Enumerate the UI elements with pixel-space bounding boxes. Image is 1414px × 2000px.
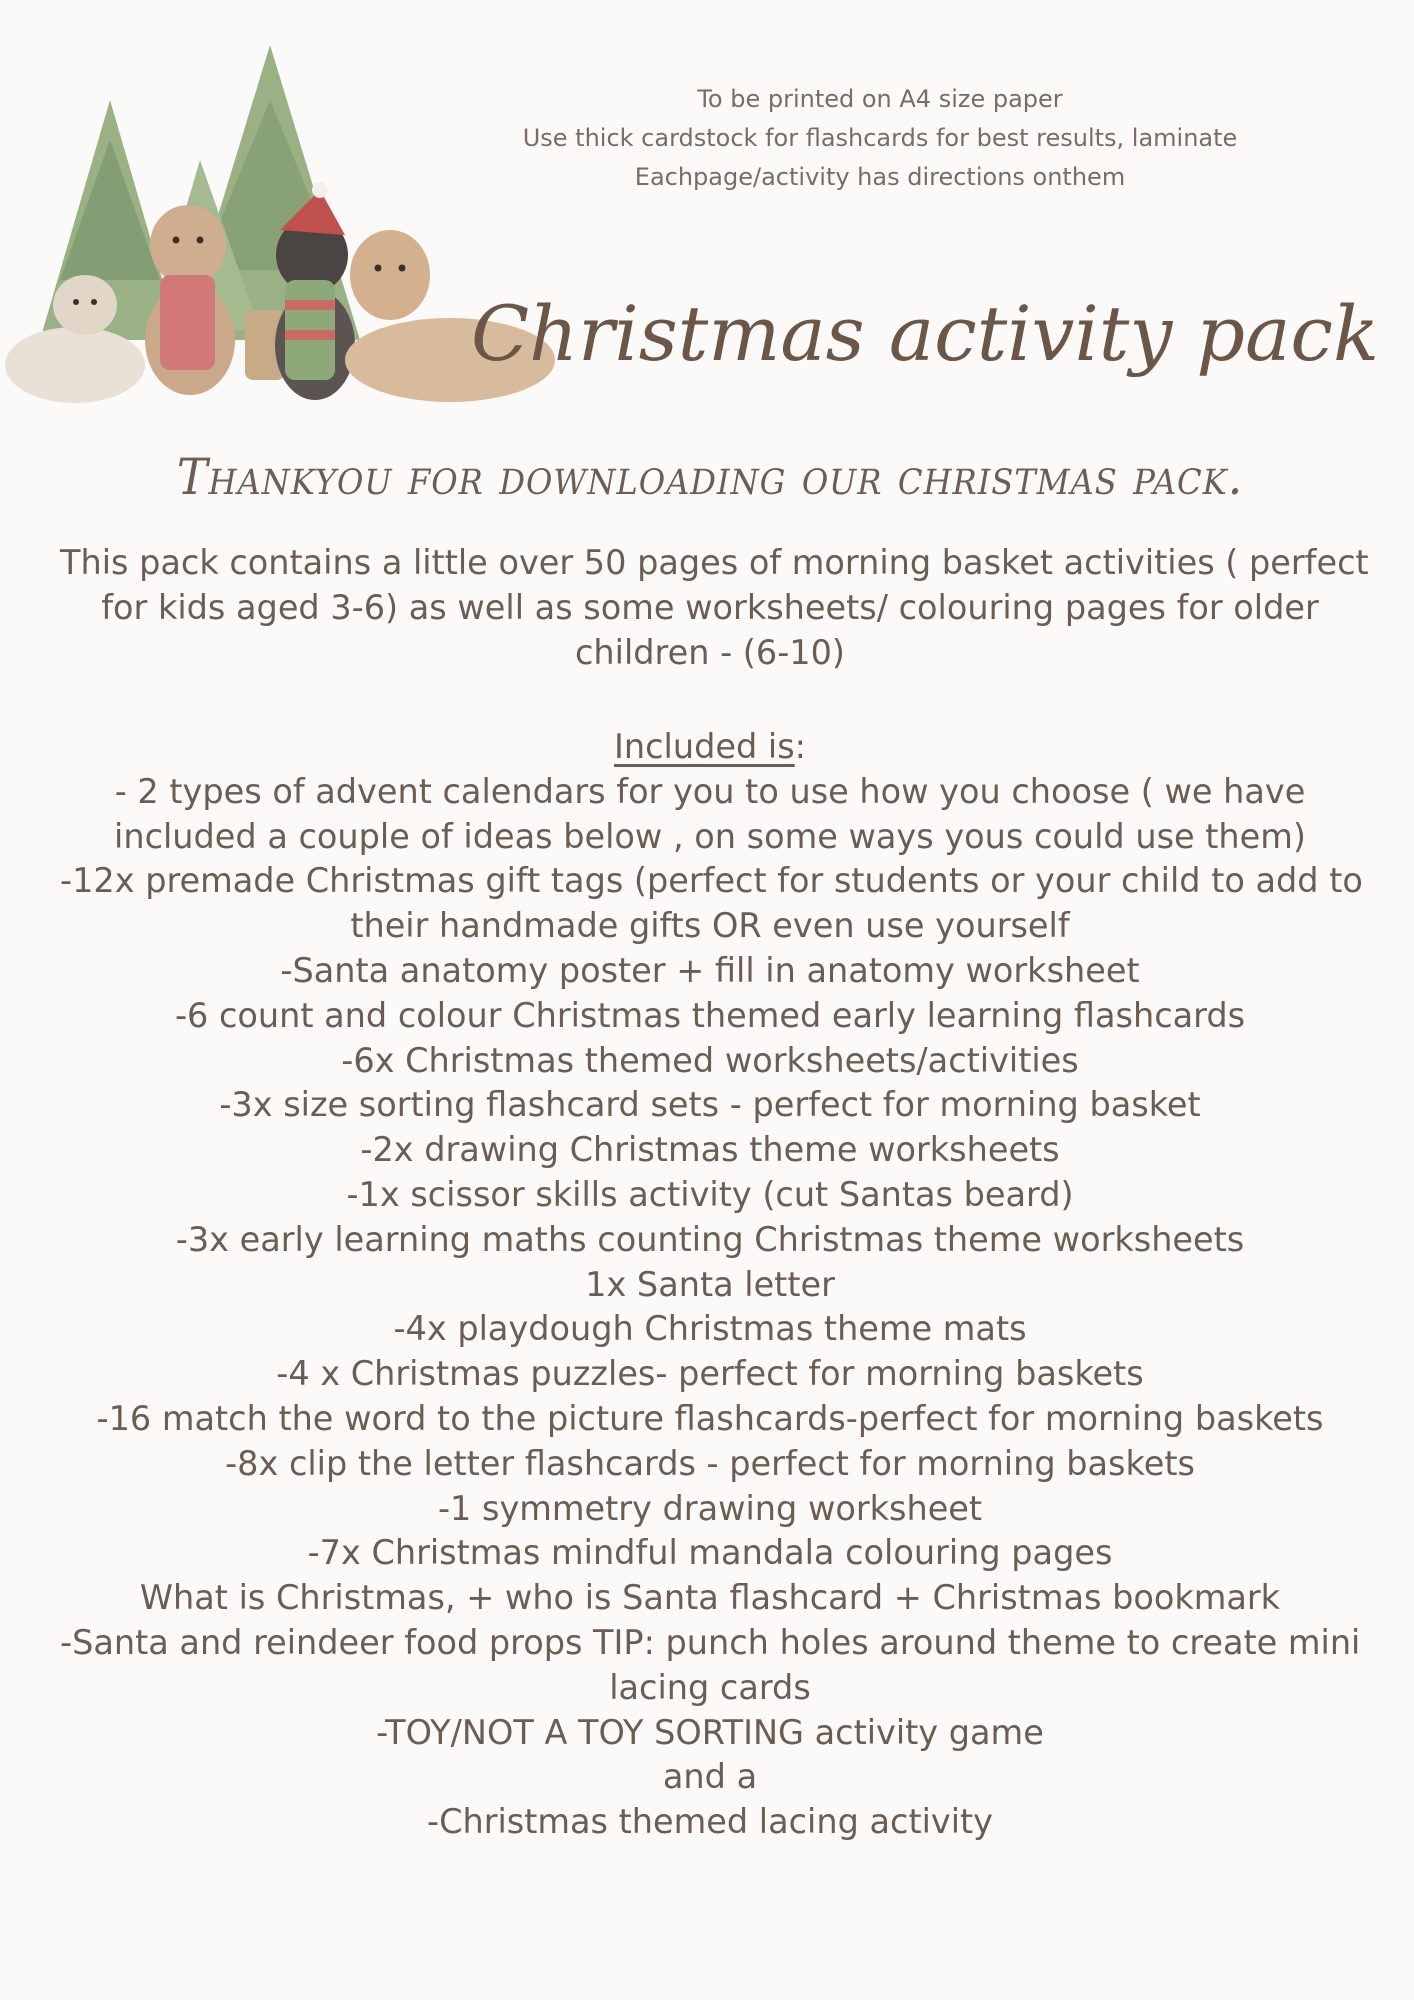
list-item: their handmade gifts OR even use yourself xyxy=(350,906,1070,946)
directions-note: Eachpage/activity has directions onthem xyxy=(634,163,1126,191)
list-item: -2x drawing Christmas theme worksheets xyxy=(360,1130,1060,1170)
list-item: -8x clip the letter flashcards - perfect for morning baskets xyxy=(225,1443,1195,1483)
page-title xyxy=(471,270,1379,410)
list-item: lacing cards xyxy=(609,1667,811,1707)
thankyou-heading: Thankyou for downloading our christmas pack. xyxy=(176,448,1244,506)
list-item: -Christmas themed lacing activity xyxy=(427,1802,993,1842)
included-heading-colon: : xyxy=(794,727,806,766)
intro-line: This pack contains a little over 50 pages of morning basket activities ( perfect xyxy=(60,543,1369,582)
list-item: -1x scissor skills activity (cut Santas beard) xyxy=(346,1174,1074,1214)
list-item: included a couple of ideas below , on some ways yous could use them) xyxy=(114,816,1306,856)
list-item: -6 count and colour Christmas themed early learning flashcards xyxy=(174,995,1246,1035)
list-item: 1x Santa letter xyxy=(585,1264,835,1304)
list-item: - 2 types of advent calendars for you to use how you choose ( we have xyxy=(114,771,1306,811)
intro-line: children - (6-10) xyxy=(575,633,845,672)
list-item: -4 x Christmas puzzles- perfect for morning baskets xyxy=(276,1354,1144,1394)
list-item: What is Christmas, + who is Santa flashcard + Christmas bookmark xyxy=(139,1578,1281,1618)
list-item: -Santa and reindeer food props TIP: punch holes around theme to create mini xyxy=(60,1622,1361,1662)
intro-line: for kids aged 3-6) as well as some worksheets/ colouring pages for older xyxy=(101,588,1319,627)
included-heading xyxy=(60,725,1360,770)
intro-paragraph xyxy=(60,540,1369,675)
list-item: and a xyxy=(662,1757,758,1797)
cardstock-note: Use thick cardstock for flashcards for best results, laminate xyxy=(522,124,1238,152)
list-item: -3x early learning maths counting Christmas theme worksheets xyxy=(175,1219,1245,1259)
included-list xyxy=(60,725,1363,1845)
list-item: -1 symmetry drawing worksheet xyxy=(437,1488,983,1528)
list-item: -4x playdough Christmas theme mats xyxy=(393,1309,1027,1349)
list-item: -3x size sorting flashcard sets - perfect for morning basket xyxy=(219,1085,1201,1125)
list-item: -6x Christmas themed worksheets/activities xyxy=(341,1040,1079,1080)
print-note: To be printed on A4 size paper xyxy=(697,85,1063,113)
list-item: -Santa anatomy poster + fill in anatomy worksheet xyxy=(280,950,1140,990)
included-heading-text: Included is xyxy=(614,727,795,766)
list-item: -16 match the word to the picture flashcards-perfect for morning baskets xyxy=(96,1398,1324,1438)
print-instructions xyxy=(500,80,1260,197)
title-text: Christmas activity pack xyxy=(471,289,1379,378)
list-item: -7x Christmas mindful mandala colouring pages xyxy=(307,1533,1113,1573)
list-item: -TOY/NOT A TOY SORTING activity game xyxy=(376,1712,1044,1752)
list-item: -12x premade Christmas gift tags (perfect for students or your child to add to xyxy=(60,861,1363,901)
